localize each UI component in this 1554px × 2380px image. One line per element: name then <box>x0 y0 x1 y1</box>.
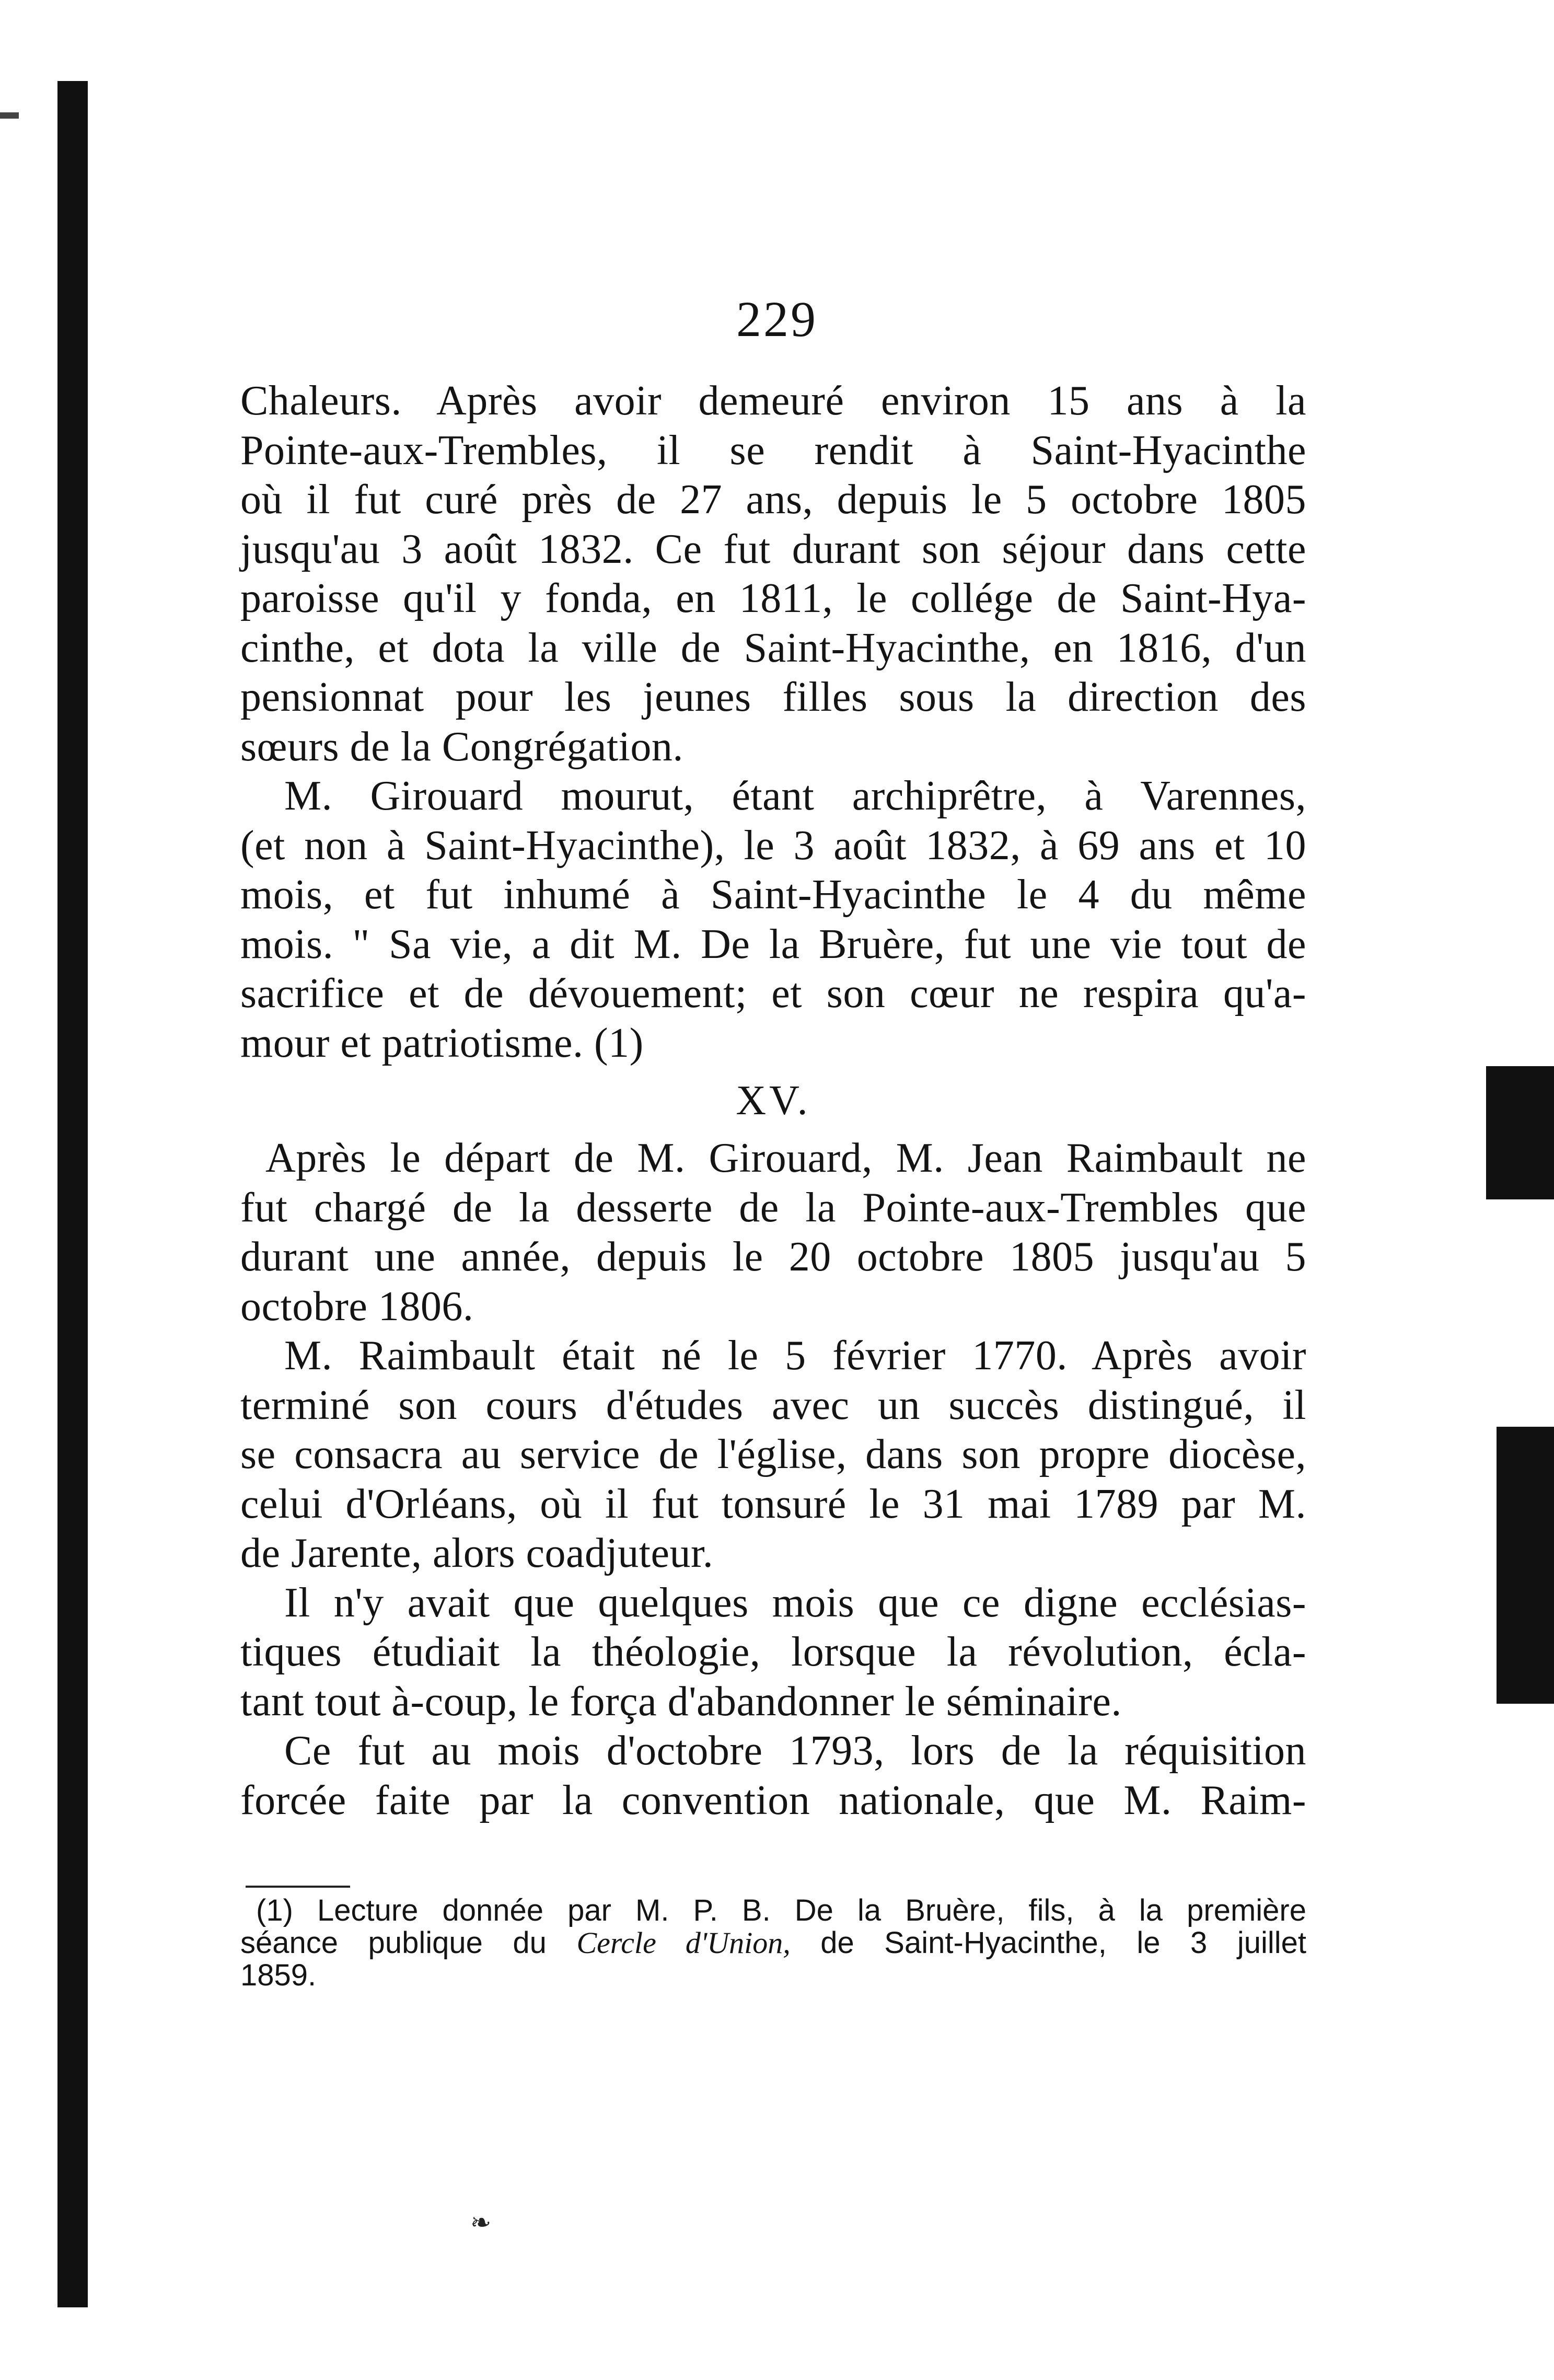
binding-edge-shadow <box>57 81 88 2307</box>
footnote-marker: (1) <box>256 1893 293 1927</box>
dash-mark <box>0 112 19 119</box>
text-line: mois. " Sa vie, a dit M. De la Bruère, fut une vie tout de <box>240 921 1306 967</box>
text-line: M. Girouard mourut, étant archiprêtre, à Varennes, <box>284 773 1306 819</box>
footnote-line <box>240 1894 1306 1927</box>
text-line: tant tout à-coup, le força d'abandonner le séminaire. <box>240 1678 1122 1725</box>
text-line: sœurs de la Congrégation. <box>240 723 683 770</box>
text-line: celui d'Orléans, où il fut tonsuré le 31 mai 1789 par M. <box>240 1481 1306 1527</box>
footnote-line: 1859. <box>240 1958 317 1992</box>
footnote-text: Lecture donnée par M. P. B. De la Bruère, fils, à la première <box>317 1893 1306 1927</box>
text-line: mour et patriotisme. (1) <box>240 1020 644 1066</box>
text-line: où il fut curé près de 27 ans, depuis le 5 octobre 1805 <box>240 477 1306 523</box>
text-line: se consacra au service de l'église, dans son propre diocèse, <box>240 1431 1306 1477</box>
text-line: Chaleurs. Après avoir demeuré environ 15 ans à la <box>240 378 1306 424</box>
text-line: mois, et fut inhumé à Saint-Hyacinthe le 4 du même <box>240 872 1306 918</box>
text-line: durant une année, depuis le 20 octobre 1805 jusqu'au 5 <box>240 1234 1306 1280</box>
text-line: fut chargé de la desserte de la Pointe-aux-Trembles que <box>240 1184 1306 1231</box>
section-heading: XV. <box>736 1078 811 1124</box>
footnote-text: séance publique du <box>240 1926 577 1960</box>
footnote-italic-title: Cercle d'Union, <box>576 1926 791 1960</box>
footnote-line <box>240 1927 1306 1959</box>
text-line: Après le départ de M. Girouard, M. Jean Raimbault ne <box>265 1135 1306 1181</box>
text-line: tiques étudiait la théologie, lorsque la révolution, écla- <box>240 1629 1306 1675</box>
footnote <box>240 1894 1306 1992</box>
text-line: terminé son cours d'études avec un succès distingué, il <box>240 1382 1306 1428</box>
text-line: de Jarente, alors coadjuteur. <box>240 1530 714 1576</box>
footnote-text: de Saint-Hyacinthe, le 3 juillet <box>790 1926 1307 1960</box>
footnote-rule <box>246 1886 350 1888</box>
text-line: forcée faite par la convention nationale, que M. Raim- <box>240 1777 1306 1823</box>
printers-ornament-icon: ❧ <box>470 2209 492 2237</box>
text-line: octobre 1806. <box>240 1283 474 1330</box>
text-line: pensionnat pour les jeunes filles sous la direction des <box>240 674 1306 720</box>
body-text <box>240 376 1306 1825</box>
text-line: Pointe-aux-Trembles, il se rendit à Saint-Hyacinthe <box>240 427 1306 473</box>
text-line: cinthe, et dota la ville de Saint-Hyacinthe, en 1816, d'un <box>240 625 1306 671</box>
text-line: M. Raimbault était né le 5 février 1770. Après avoir <box>284 1333 1306 1379</box>
edge-mark-lower <box>1497 1427 1554 1704</box>
text-line: Ce fut au mois d'octobre 1793, lors de la réquisition <box>284 1728 1306 1774</box>
text-line: jusqu'au 3 août 1832. Ce fut durant son séjour dans cette <box>240 526 1306 572</box>
text-line: (et non à Saint-Hyacinthe), le 3 août 1832, à 69 ans et 10 <box>240 822 1306 869</box>
text-line: paroisse qu'il y fonda, en 1811, le collége de Saint-Hya- <box>240 575 1306 621</box>
page-number: 229 <box>736 291 818 347</box>
text-line: Il n'y avait que quelques mois que ce digne ecclésias- <box>284 1579 1306 1626</box>
edge-mark-upper <box>1486 1066 1554 1199</box>
text-line: sacrifice et de dévouement; et son cœur ne respira qu'a- <box>240 971 1306 1016</box>
